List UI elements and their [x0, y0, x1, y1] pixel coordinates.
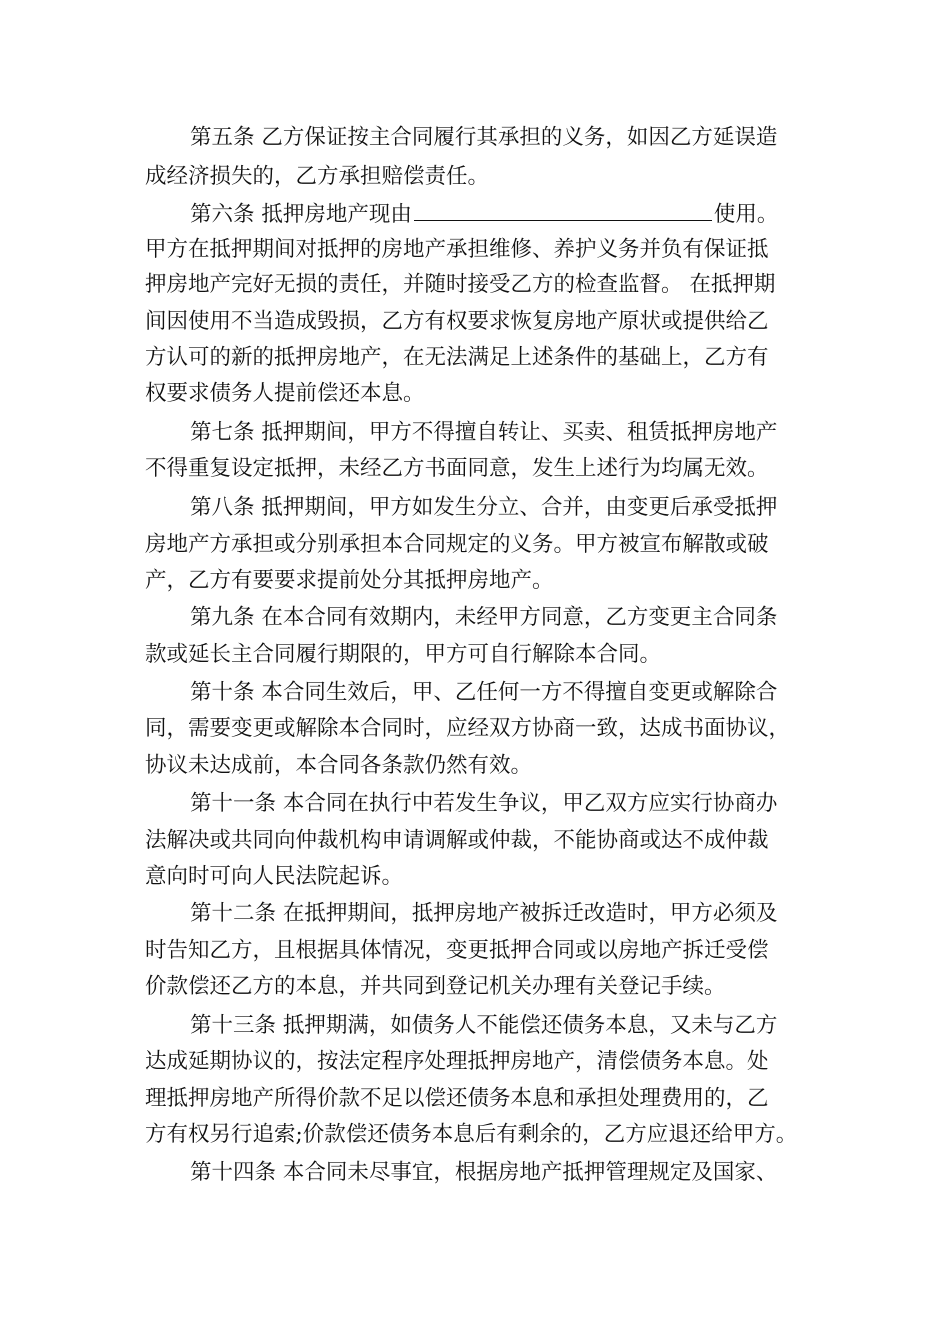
- text-line: 产，乙方有要要求提前处分其抵押房地产。: [145, 568, 554, 593]
- text-line: 第七条 抵押期间，甲方不得擅自转让、买卖、租赁抵押房地产: [190, 420, 778, 445]
- text-line: 权要求债务人提前偿还本息。: [145, 381, 425, 406]
- text-line: 法解决或共同向仲裁机构申请调解或仲裁，不能协商或达不成仲裁: [145, 828, 769, 853]
- text-line: 房地产方承担或分别承担本合同规定的义务。甲方被宣布解散或破: [145, 532, 769, 557]
- text-line: 协议未达成前，本合同各条款仍然有效。: [145, 753, 533, 778]
- text-line: 理抵押房地产所得价款不足以偿还债务本息和承担处理费用的，乙: [145, 1086, 769, 1111]
- text-line: 第九条 在本合同有效期内，未经甲方同意，乙方变更主合同条: [190, 605, 778, 630]
- fill-in-blank: [414, 198, 712, 221]
- text-line: 第十条 本合同生效后，甲、乙任何一方不得擅自变更或解除合: [190, 680, 778, 705]
- text-segment: 第六条 抵押房地产现由: [190, 202, 412, 227]
- text-line: 甲方在抵押期间对抵押的房地产承担维修、养护义务并负有保证抵: [145, 237, 769, 262]
- text-line: 意向时可向人民法院起诉。: [145, 864, 404, 889]
- text-line: 第十一条 本合同在执行中若发生争议，甲乙双方应实行协商办: [190, 791, 778, 816]
- text-line: 方认可的新的抵押房地产，在无法满足上述条件的基础上，乙方有: [145, 345, 769, 370]
- text-line: 同，需要变更或解除本合同时，应经双方协商一致，达成书面协议，: [145, 716, 791, 741]
- text-line: 间因使用不当造成毁损，乙方有权要求恢复房地产原状或提供给乙: [145, 309, 769, 334]
- text-line: 方有权另行追索;价款偿还债务本息后有剩余的，乙方应退还给甲方。: [145, 1122, 798, 1147]
- text-line: 款或延长主合同履行期限的，甲方可自行解除本合同。: [145, 642, 662, 667]
- text-line: 达成延期协议的，按法定程序处理抵押房地产，清偿债务本息。处: [145, 1049, 769, 1074]
- text-line: 时告知乙方，且根据具体情况，变更抵押合同或以房地产拆迁受偿: [145, 938, 769, 963]
- text-line: 第十四条 本合同未尽事宜，根据房地产抵押管理规定及国家、: [190, 1160, 778, 1185]
- text-line: 第八条 抵押期间，甲方如发生分立、合并，由变更后承受抵押: [190, 495, 778, 520]
- text-line: 第十二条 在抵押期间，抵押房地产被拆迁改造时，甲方必须及: [190, 901, 778, 926]
- text-line-with-blank: [190, 198, 778, 228]
- text-line: 不得重复设定抵押，未经乙方书面同意，发生上述行为均属无效。: [145, 456, 769, 481]
- text-line: 价款偿还乙方的本息，并共同到登记机关办理有关登记手续。: [145, 974, 726, 999]
- text-line: 第十三条 抵押期满，如债务人不能偿还债务本息，又未与乙方: [190, 1013, 778, 1038]
- text-segment: 使用。: [713, 202, 779, 227]
- text-line: 押房地产完好无损的责任，并随时接受乙方的检查监督。 在抵押期: [145, 272, 776, 297]
- text-line: 第五条 乙方保证按主合同履行其承担的义务，如因乙方延误造: [190, 125, 778, 150]
- text-line: 成经济损失的，乙方承担赔偿责任。: [145, 164, 490, 189]
